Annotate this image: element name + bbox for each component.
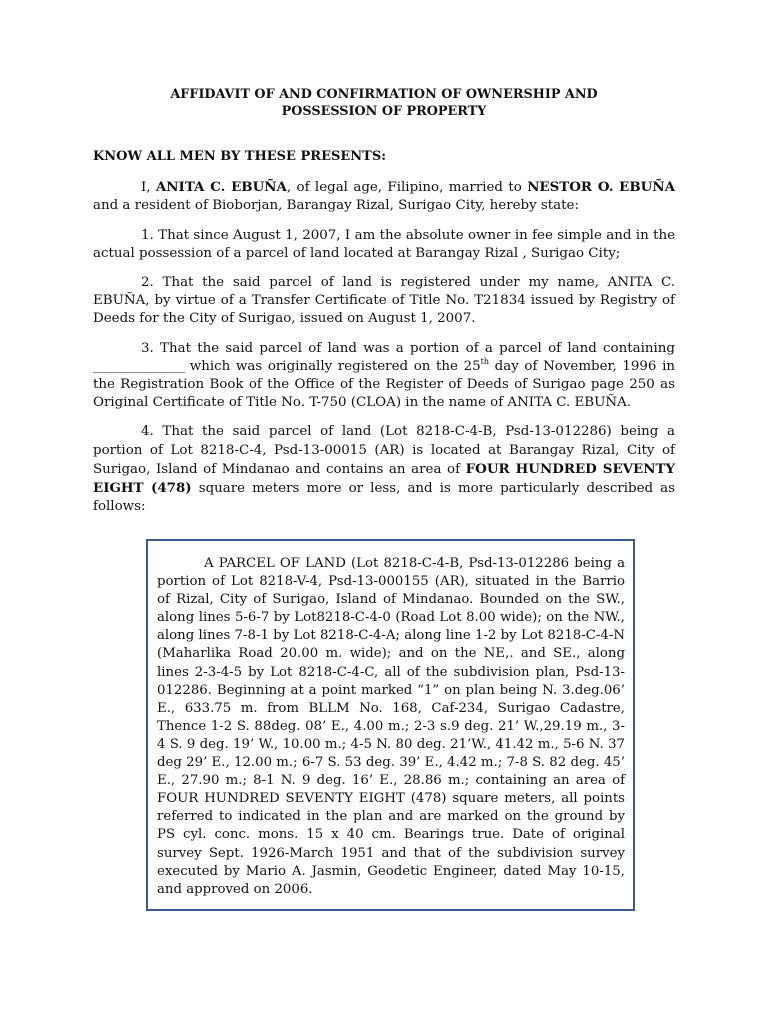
title-line-1: AFFIDAVIT OF AND CONFIRMATION OF OWNERSHIP AND — [170, 87, 598, 102]
document-title — [0, 86, 768, 120]
area-blank-line: ________________ — [93, 358, 185, 374]
paragraph-3-text-a: 3. That the said parcel of land was a portion of a parcel of land containing — [141, 340, 675, 356]
salutation-heading: KNOW ALL MEN BY THESE PRESENTS: — [93, 149, 387, 164]
spouse-name: NESTOR O. EBUÑA — [527, 179, 675, 196]
land-area-bold: FOUR HUNDRED SEVENTY EIGHT (478) — [93, 460, 676, 497]
paragraph-4-text-b: square meters more or less, and is more particularly described as follows: — [93, 481, 675, 515]
intro-text-1: I, — [141, 180, 156, 196]
paragraph-4-text-a: 4. That the said parcel of land (Lot 8218-C-4-B, Psd-13-012286) being a portion of Lot 8218-C-4, Psd-13-00015 (AR) is located at Barangay Rizal, City of Surigao, Island of Mindanao and contains an area of — [93, 424, 675, 477]
technical-description-box — [146, 539, 635, 911]
paragraph-2: 2. That the said parcel of land is registered under my name, ANITA C. EBUÑA, by virtue of a Transfer Certificate of Title No. T21834 issued by Registry of Deeds for the City of Surigao, issued on August 1, 2007. — [93, 275, 675, 327]
paragraph-3 — [93, 340, 675, 413]
paragraph-1: 1. That since August 1, 2007, I am the absolute owner in fee simple and in the actual possession of a parcel of land located at Barangay Rizal , Surigao City; — [93, 227, 675, 261]
paragraph-3-text-b: which was originally registered on the 25 — [184, 358, 481, 374]
paragraph-3-text-c: day of November, 1996 in the Registration Book of the Office of the Register of Deeds of Surigao page 250 as Original Certificate of Title No. T-750 (CLOA) in the name of ANITA C. EBUÑA. — [93, 358, 675, 411]
paragraph-4 — [93, 423, 675, 516]
ordinal-suffix: th — [480, 356, 490, 366]
technical-description-text: A PARCEL OF LAND (Lot 8218-C-4-B, Psd-13-012286 being a portion of Lot 8218-V-4, Psd-13-000155 (AR), situated in the Barrio of Rizal, City of Surigao, Island of Mindanao. Bounded on the SW., along lines 5-6-7 by Lot8218-C-4-0 (Road Lot 8.00 wide); on the NW., along lines 7-8-1 by Lot 8218-C-4-A; along line 1-2 by Lot 8218-C-4-N (Maharlika Road 20.00 m. wide); and on the NE,. and SE., along lines 2-3-4-5 by Lot 8218-C-4-C, all of the subdivision plan, Psd-13-012286. Beginning at a point marked “1” on plan being N. 3.deg.06’ E., 633.75 m. from BLLM No. 168, Caf-234, Surigao Cadastre, Thence 1-2 S. 88deg. 08’ E., 4.00 m.; 2-3 s.9 deg. 21’ W.,29.19 m., 3-4 S. 9 deg. 19’ W., 10.00 m.; 4-5 N. 80 deg. 21’W., 41.42 m., 5-6 N. 37 deg 29’ E., 12.00 m.; 6-7 S. 53 deg. 39’ E., 4.42 m.; 7-8 S. 82 deg. 45’ E., 27.90 m.; 8-1 N. 9 deg. 16’ E., 28.86 m.; containing an area of FOUR HUNDRED SEVENTY EIGHT (478) square meters, all points referred to indicated in the plan and are marked on the ground by PS cyl. conc. mons. 15 x 40 cm. Bearings true. Date of original survey Sept. 1926-March 1951 and that of the subdivision survey executed by Mario A. Jasmin, Geodetic Engineer, dated May 10-15, and approved on 2006. — [157, 556, 625, 897]
document-body — [93, 148, 675, 527]
intro-text-2: , of legal age, Filipino, married to — [286, 180, 528, 196]
title-line-2: POSSESSION OF PROPERTY — [281, 104, 487, 119]
intro-paragraph — [93, 178, 675, 215]
intro-text-3: and a resident of Bioborjan, Barangay Rizal, Surigao City, hereby state: — [93, 198, 579, 214]
affiant-name: ANITA C. EBUÑA — [155, 179, 287, 196]
